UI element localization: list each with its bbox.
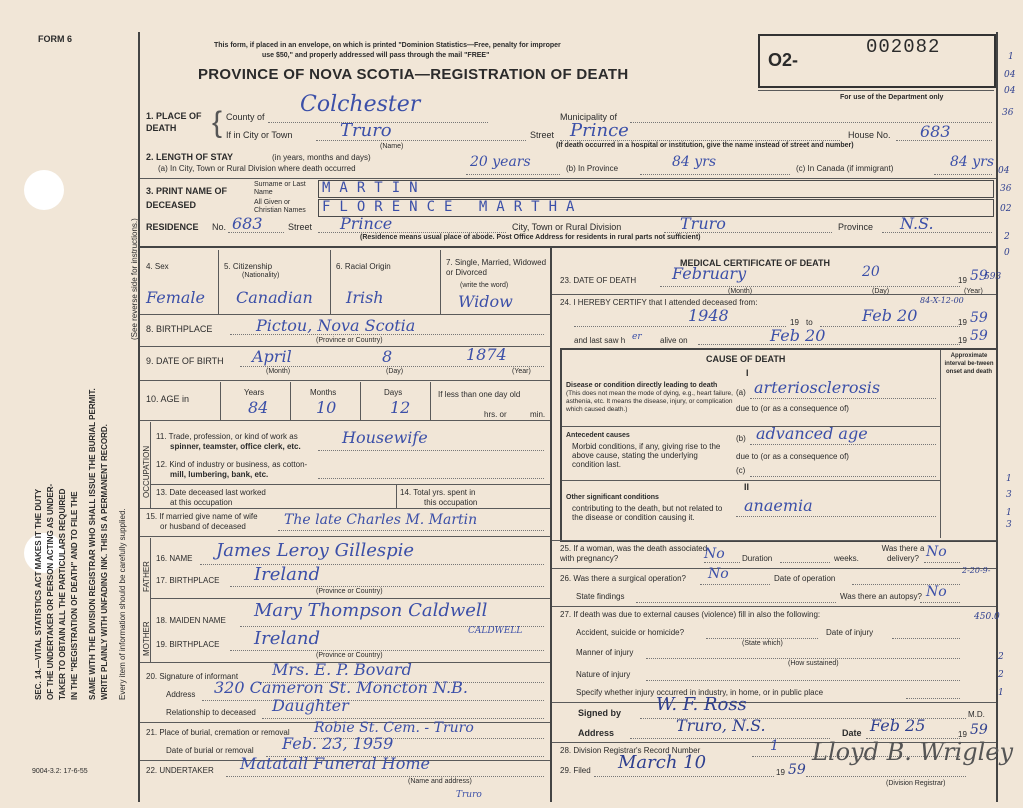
punch-hole-top <box>24 170 64 210</box>
father-rule <box>150 598 550 599</box>
interval-header: Approximate interval be-tween onset and death <box>944 353 994 375</box>
margin-code-11: 84-X-12-00 <box>920 296 964 305</box>
injury-date-label: Date of injury <box>826 628 874 637</box>
residence-province-line <box>882 232 992 233</box>
q26-line <box>700 584 770 585</box>
sex-value: Female <box>146 288 205 307</box>
last-saw-label: and last saw h <box>574 336 626 345</box>
residence-street-value: Prince <box>340 214 393 233</box>
cause-b-line <box>750 444 936 445</box>
residence-city-value: Truro <box>680 214 726 233</box>
given-names-label: All Given or Christian Names <box>254 199 306 214</box>
burial-place: Robie St. Cem. - Truro <box>314 720 474 736</box>
hospital-note: (If death occurred in a hospital or institution, give the name instead of street and number) <box>556 142 854 149</box>
mail-notice-2: use $50," and properly addressed will pass through the mail "FREE" <box>262 52 490 59</box>
marital-status-label: 7. Single, Married, Widowed or Divorced <box>446 258 547 277</box>
cause-b-due-to: due to (or as a consequence of) <box>736 452 849 461</box>
dob-year: 1874 <box>466 345 507 364</box>
attended-from: 1948 <box>688 306 729 325</box>
accident-line <box>706 638 818 639</box>
attended-to-year: 59 <box>970 310 988 326</box>
margin-code-5: 04 <box>998 166 1010 176</box>
citizenship-value: Canadian <box>236 288 313 307</box>
surname-label: Surname or Last Name <box>254 181 306 196</box>
delivery-value: No <box>926 544 947 560</box>
manner-label: Manner of injury <box>576 648 634 657</box>
physician-address: Truro, N.S. <box>676 716 766 735</box>
relationship-line <box>262 718 544 719</box>
q25-value: No <box>704 546 725 562</box>
county-value: Colchester <box>300 92 421 117</box>
delivery-label: Was there a delivery? <box>881 544 925 563</box>
place-of-death-label: 1. PLACE OF DEATH <box>146 111 202 133</box>
record-number: 1 <box>770 738 779 754</box>
birthplace-caption: (Province or Country) <box>316 337 383 344</box>
cause-c-line <box>750 476 936 477</box>
burial-date: Feb. 23, 1959 <box>282 734 394 753</box>
duration-line <box>780 562 830 563</box>
specify-label: Specify whether injury occurred in industry, in home, or in public place <box>576 688 824 697</box>
age-days-value: 12 <box>390 398 411 417</box>
undertaker-town: Truro <box>456 790 482 800</box>
attended-to-year-prefix: 19 <box>958 318 967 327</box>
city-name-caption: (Name) <box>380 143 404 150</box>
q12-label: 12. Kind of industry or business, as cotton- <box>156 460 308 469</box>
death-month-caption: (Month) <box>728 288 753 295</box>
burial-date-label: Date of burial or removal <box>166 746 254 755</box>
attended-year-prefix: 19 <box>790 318 799 327</box>
q12-line <box>318 478 544 479</box>
side-instruction-3: TAKER TO OBTAIN ALL THE PARTICULARS REQUIRED <box>58 488 67 700</box>
side-instruction-6: WRITE PLAINLY WITH UNFADING INK. THIS IS A PERMANENT RECORD. <box>100 424 109 700</box>
stay-province-label: (b) In Province <box>566 164 619 173</box>
lower-section-top-rule <box>140 246 996 248</box>
antecedent-label: Antecedent causes <box>566 432 630 439</box>
manner-line <box>646 658 960 659</box>
cause-box-bottom-rule <box>552 540 996 541</box>
alive-on-value: Feb 20 <box>770 326 826 345</box>
cause-b-label: (b) <box>736 434 746 443</box>
delivery-line <box>924 562 960 563</box>
q16-line <box>200 564 544 565</box>
q22-label: 22. UNDERTAKER <box>146 766 214 775</box>
q14-label: 14. Total yrs. spent in <box>400 488 476 497</box>
q23-line <box>660 286 960 287</box>
q17-line <box>230 586 544 587</box>
father-birthplace-caption: (Province or Country) <box>316 588 383 595</box>
mother-birthplace-caption: (Province or Country) <box>316 652 383 659</box>
center-column-divider <box>550 248 552 802</box>
sign-date-label: Date <box>842 728 862 738</box>
death-year-caption: (Year) <box>964 288 983 295</box>
q27-label: 27. If death was due to external causes (violence) fill in also the following: <box>560 610 821 619</box>
informant-address-label: Address <box>166 690 196 699</box>
stay-canada-label: (c) In Canada (if immigrant) <box>796 164 894 173</box>
alive-year-prefix: 19 <box>958 336 967 345</box>
residence-label: RESIDENCE <box>146 222 199 232</box>
q18-label: 18. MAIDEN NAME <box>156 616 226 625</box>
racial-origin-label: 6. Racial Origin <box>336 262 391 271</box>
length-of-stay-label: 2. LENGTH OF STAY <box>146 152 234 162</box>
alive-year: 59 <box>970 328 988 344</box>
age-less-divider <box>430 382 431 420</box>
age-years-label: Years <box>244 388 265 397</box>
margin-code-1: 1 <box>1008 52 1014 62</box>
margin-code-8: 2 <box>1004 232 1010 242</box>
other-conditions-label: Other significant conditions <box>566 494 659 501</box>
specify-line <box>906 698 960 699</box>
stay-city-value: 20 years <box>470 154 531 170</box>
margin-code-12: 1 <box>1006 474 1012 484</box>
injury-date-line <box>892 638 960 639</box>
age-months-label: Months <box>310 388 337 397</box>
form-title: PROVINCE OF NOVA SCOTIA—REGISTRATION OF DEATH <box>198 66 629 83</box>
length-of-stay-caption: (in years, months and days) <box>272 153 371 162</box>
q22-line <box>226 776 544 777</box>
other-conditions-note: contributing to the death, but not related to the disease or condition causing it. <box>572 504 723 522</box>
house-label: House No. <box>848 130 891 140</box>
q13-label-b: at this occupation <box>170 498 233 507</box>
alive-on-line <box>698 344 960 345</box>
print-name-label: 3. PRINT NAME OF DECEASED <box>146 186 228 210</box>
father-side-label: FATHER <box>142 561 151 592</box>
relationship-label: Relationship to deceased <box>166 708 256 717</box>
part-one-label: I <box>746 368 749 378</box>
registration-prefix: O2- <box>768 50 799 70</box>
dob-day-caption: (Day) <box>386 368 404 375</box>
q28-label: 28. Division Registrar's Record Number <box>560 746 701 755</box>
place-brace: { <box>212 106 223 139</box>
age-years-divider <box>220 382 221 420</box>
form-code: 9004-3.2: 17-6-55 <box>32 768 88 775</box>
physician-signature: W. F. Ross <box>656 694 747 715</box>
mother-name-correction: CALDWELL <box>468 626 523 636</box>
birthplace-value: Pictou, Nova Scotia <box>256 316 416 335</box>
racial-origin-value: Irish <box>346 288 384 307</box>
department-use-note: For use of the Department only <box>840 94 944 101</box>
q29-label: 29. Filed <box>560 766 591 775</box>
margin-code-3: 04 <box>1004 86 1016 96</box>
q15-label: 15. If married give name of wife <box>146 512 258 521</box>
q20-label: 20. Signature of informant <box>146 672 239 681</box>
registration-number: 002082 <box>866 36 941 58</box>
weeks-label: weeks. <box>834 554 859 563</box>
personal-rule <box>140 314 550 315</box>
stay-province-line <box>640 174 790 175</box>
margin-code-14: 1 <box>1006 508 1012 518</box>
residence-province-label: Province <box>838 222 874 232</box>
death-day: 20 <box>862 264 880 280</box>
dob-month-caption: (Month) <box>266 368 291 375</box>
margin-code-18: 2 <box>998 652 1004 662</box>
age-months-value: 10 <box>316 398 337 417</box>
q25-line <box>704 562 740 563</box>
autopsy-label: Was there an autopsy? <box>840 592 922 601</box>
stay-canada-line <box>934 174 992 175</box>
q19-line <box>230 650 544 651</box>
q11-value: Housewife <box>342 428 428 447</box>
q17-label: 17. BIRTHPLACE <box>156 576 220 585</box>
margin-code-9: 0 <box>1004 248 1010 258</box>
state-which-caption: (State which) <box>742 640 783 647</box>
marital-status-caption: (write the word) <box>460 282 509 289</box>
interval-column-divider <box>940 350 941 538</box>
dob-rule <box>140 380 550 381</box>
q23-rule <box>552 294 996 295</box>
q14-divider <box>396 484 397 508</box>
q24-from-line <box>574 326 786 327</box>
attended-to: Feb 20 <box>862 306 918 325</box>
cause-of-death-header: CAUSE OF DEATH <box>706 354 786 364</box>
filed-year: 59 <box>788 762 806 778</box>
physician-address-label: Address <box>578 728 615 738</box>
margin-code-16: 2-20-9- <box>962 566 991 575</box>
q14-label-b: this occupation <box>424 498 478 507</box>
cause-a-rule <box>562 426 940 427</box>
physician-address-line <box>630 738 830 739</box>
less-than-day-label: If less than one day old <box>438 390 521 399</box>
house-value: 683 <box>920 122 951 141</box>
stay-province-value: 84 yrs <box>672 154 717 170</box>
medical-certificate-header: MEDICAL CERTIFICATE OF DEATH <box>680 258 830 268</box>
surname-value: MARTIN <box>322 180 427 196</box>
q15-line <box>278 530 544 531</box>
cause-b-value: advanced age <box>756 424 868 443</box>
side-instruction-2: OF THE UNDERTAKER OR PERSON ACTING AS UNDER- <box>46 483 55 700</box>
cause-a-due-to: due to (or as a consequence of) <box>736 404 849 413</box>
attended-to-label: to <box>806 318 813 327</box>
other-conditions-line <box>736 516 936 517</box>
min-label: min. <box>530 410 546 419</box>
section3-top-rule <box>140 178 996 179</box>
mail-notice-1: This form, if placed in an envelope, on which is printed "Dominion Statistics—Free, penalty for improper <box>214 42 561 49</box>
q16-label: 16. NAME <box>156 554 193 563</box>
q26-label: 26. Was there a surgical operation? <box>560 574 686 583</box>
age-months-divider <box>290 382 291 420</box>
antecedent-note: Morbid conditions, if any, giving rise to the above cause, stating the underlying condition last. <box>572 442 721 469</box>
q14-rule <box>140 508 550 509</box>
mother-name: Mary Thompson Caldwell <box>254 600 488 621</box>
disease-note: (This does not mean the mode of dying, e.g., heart failure, asthenia, etc. It means the disease, injury, or complication which caused death.) <box>566 390 733 413</box>
residence-note: (Residence means usual place of abode. Post Office Address for residents in rural parts not sufficient) <box>360 234 701 241</box>
dob-month: April <box>252 347 292 366</box>
last-saw-value: er <box>632 332 642 342</box>
residence-no-label: No. <box>212 222 227 232</box>
margin-code-4: 36 <box>1002 108 1014 118</box>
margin-code-7: 02 <box>1000 204 1012 214</box>
nature-line <box>646 680 960 681</box>
residence-no-value: 683 <box>232 214 263 233</box>
accident-label: Accident, suicide or homicide? <box>576 628 685 637</box>
sign-date: Feb 25 <box>870 716 926 735</box>
informant-signature: Mrs. E. P. Bovard <box>272 660 412 679</box>
cause-a-line <box>750 398 936 399</box>
q13-label: 13. Date deceased last worked <box>156 488 266 497</box>
item6-divider <box>440 250 441 314</box>
residence-city-label: City, Town or Rural Division <box>512 222 622 232</box>
dob-label: 9. DATE OF BIRTH <box>146 356 224 366</box>
q15-rule <box>140 536 550 537</box>
municipality-label: Municipality of <box>560 112 618 122</box>
street-value: Prince <box>570 120 629 141</box>
q24-label: 24. I HEREBY CERTIFY that I attended deceased from: <box>560 298 758 307</box>
age-label: 10. AGE in <box>146 394 190 404</box>
q11-line <box>318 450 544 451</box>
registrar-caption: (Division Registrar) <box>886 780 946 787</box>
autopsy-value: No <box>926 584 947 600</box>
q11-label: 11. Trade, profession, or kind of work as <box>156 432 298 441</box>
citizenship-label: 5. Citizenship <box>224 262 273 271</box>
q24-to-line <box>820 326 960 327</box>
q11-label-b: spinner, teamster, office clerk, etc. <box>170 442 301 451</box>
sign-year: 59 <box>970 722 988 738</box>
city-label: If in City or Town <box>226 130 293 140</box>
age-days-divider <box>360 382 361 420</box>
margin-code-6: 36 <box>1000 184 1012 194</box>
stay-canada-value: 84 yrs <box>950 154 995 170</box>
residence-street-label: Street <box>288 222 313 232</box>
undertaker-name: Matatall Funeral Home <box>240 754 430 773</box>
age-years-value: 84 <box>248 398 269 417</box>
dob-line <box>240 366 544 367</box>
informant-address: 320 Cameron St. Moncton N.B. <box>214 678 468 697</box>
mother-side-label: MOTHER <box>142 621 151 656</box>
side-instruction-8: (See reverse side for instructions.) <box>130 218 139 340</box>
cause-c-label: (c) <box>736 466 746 475</box>
residence-province-value: N.S. <box>900 214 934 233</box>
md-label: M.D. <box>968 710 985 719</box>
county-label: County of <box>226 112 265 122</box>
margin-code-2: 04 <box>1004 70 1016 80</box>
autopsy-line <box>920 602 960 603</box>
alive-on-label: alive on <box>660 336 688 345</box>
q19-label: 19. BIRTHPLACE <box>156 640 220 649</box>
sex-label: 4. Sex <box>146 262 169 271</box>
findings-line <box>636 602 836 603</box>
death-year: 59 <box>970 268 988 284</box>
side-instruction-4: IN THE "REGISTRATION OF DEATH" AND TO FILE THE <box>70 491 79 700</box>
registrar-signature: Lloyd B. Wrigley <box>812 738 1014 766</box>
filed-date: March 10 <box>618 752 707 773</box>
given-names-value: FLORENCE MARTHA <box>322 199 584 215</box>
form-number: FORM 6 <box>38 34 73 44</box>
duration-label: Duration <box>742 554 773 563</box>
signed-by-label: Signed by <box>578 708 622 718</box>
dob-year-caption: (Year) <box>512 368 531 375</box>
nature-label: Nature of injury <box>576 670 631 679</box>
item4-divider <box>218 250 219 314</box>
citizenship-caption: (Nationality) <box>242 272 280 279</box>
q21-label: 21. Place of burial, cremation or removal <box>146 728 290 737</box>
stay-city-line <box>466 174 560 175</box>
city-value: Truro <box>340 120 392 141</box>
street-label: Street <box>530 130 555 140</box>
q26-value: No <box>708 566 729 582</box>
death-year-prefix: 19 <box>958 276 967 285</box>
father-birthplace: Ireland <box>254 564 320 585</box>
op-date-label: Date of operation <box>774 574 836 583</box>
registrar-line <box>806 776 966 777</box>
q23-label: 23. DATE OF DEATH <box>560 276 637 285</box>
q29-line <box>594 776 774 777</box>
side-instruction-7: Every item of information should be carefully supplied. <box>118 508 127 700</box>
margin-code-20: 1 <box>998 688 1004 698</box>
header-rule <box>758 90 994 91</box>
cause-a-value: arteriosclerosis <box>754 378 881 397</box>
part-two-rule <box>562 480 940 481</box>
mother-birthplace: Ireland <box>254 628 320 649</box>
occupation-rule <box>150 484 550 485</box>
margin-code-13: 3 <box>1006 490 1012 500</box>
margin-code-15: 3 <box>1006 520 1012 530</box>
death-day-caption: (Day) <box>872 288 890 295</box>
margin-code-19: 2 <box>998 670 1004 680</box>
hrs-label: hrs. or <box>484 410 507 419</box>
age-days-label: Days <box>384 388 403 397</box>
item5-divider <box>330 250 331 314</box>
marital-status-value: Widow <box>458 292 513 311</box>
margin-code-10: 593 <box>984 272 1002 282</box>
other-conditions-value: anaemia <box>744 496 813 515</box>
stay-city-label: (a) In City, Town or Rural Division where death occurred <box>158 164 356 173</box>
q27-rule <box>552 702 996 703</box>
state-findings-label: State findings <box>576 592 625 601</box>
part-two-label: II <box>744 482 750 492</box>
q15-label-b: or husband of deceased <box>160 522 246 531</box>
dob-day: 8 <box>382 347 393 366</box>
undertaker-caption: (Name and address) <box>408 778 472 785</box>
margin-code-17: 450.0 <box>974 612 1000 622</box>
death-month: February <box>672 264 747 283</box>
relationship-value: Daughter <box>272 696 349 715</box>
q25-label: 25. If a woman, was the death associated with pregnancy? <box>560 544 708 563</box>
occupation-side-label: OCCUPATION <box>142 445 151 498</box>
disease-label: Disease or condition directly leading to death <box>566 382 718 389</box>
filed-year-prefix: 19 <box>776 768 785 777</box>
how-sustained-caption: (How sustained) <box>788 660 839 667</box>
side-instruction-5: SAME WITH THE DIVISION REGISTRAR WHO SHALL ISSUE THE BURIAL PERMIT. <box>88 388 97 700</box>
q25-rule <box>552 568 996 569</box>
q15-value: The late Charles M. Martin <box>284 512 478 528</box>
age-rule <box>140 420 550 421</box>
q26-rule <box>552 606 996 607</box>
informant-address-line <box>202 700 544 701</box>
sign-year-prefix: 19 <box>958 730 967 739</box>
q12-label-b: mill, lumbering, bank, etc. <box>170 470 269 479</box>
birthplace-label: 8. BIRTHPLACE <box>146 324 213 334</box>
cause-a-label: (a) <box>736 388 746 397</box>
side-instruction-1: SEC. 14.—VITAL STATISTICS ACT MAKES IT THE DUTY <box>34 488 43 700</box>
father-name: James Leroy Gillespie <box>216 540 415 561</box>
frame-left-border <box>138 32 140 802</box>
